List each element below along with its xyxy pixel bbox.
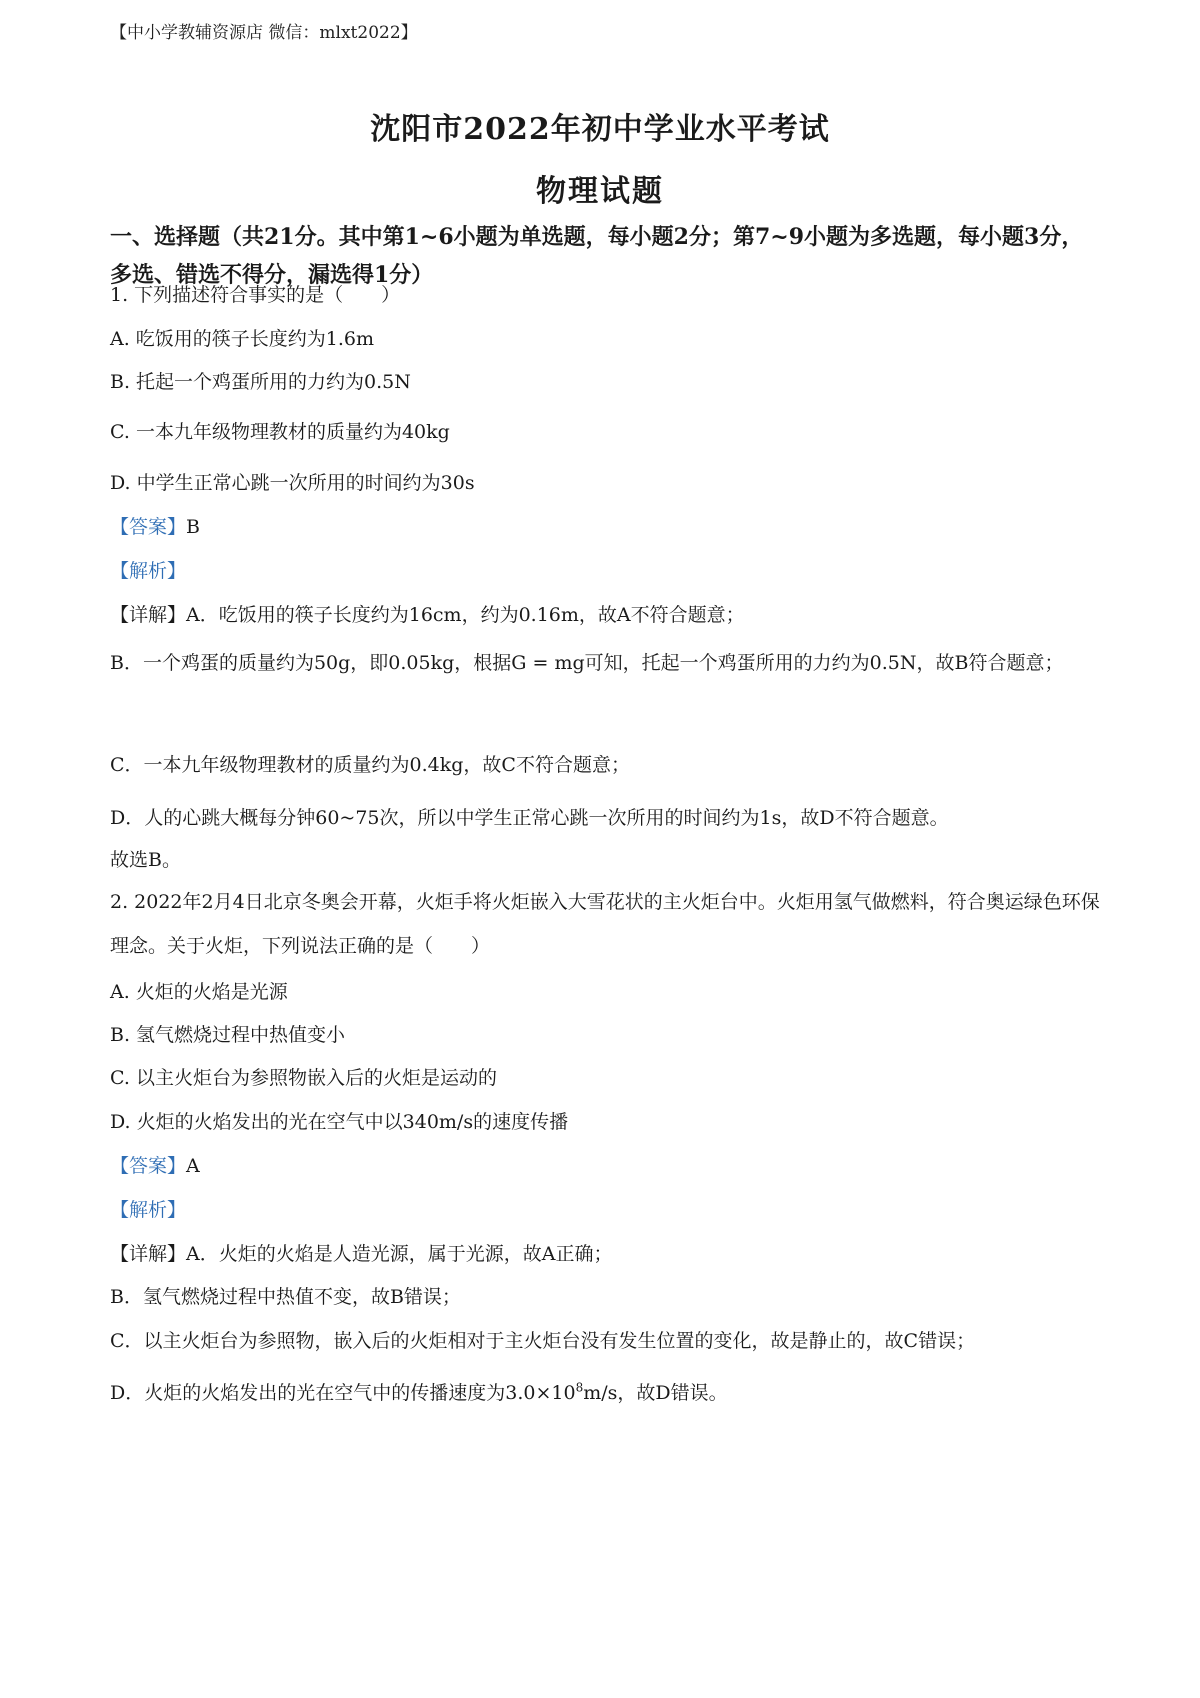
question-2-option-a: A. 火炬的火焰是光源 [110,981,288,1003]
question-2-detail-b: B．氢气燃烧过程中热值不变，故B错误； [110,1286,461,1308]
question-1-detail-d: D．人的心跳大概每分钟60~75次，所以中学生正常心跳一次所用的时间约为1s，故D不符合题意。 [110,807,949,829]
detail-text-after: m/s，故D错误。 [583,1382,728,1404]
answer-value: A [186,1155,200,1177]
question-2-option-c: C. 以主火炬台为参照物嵌入后的火炬是运动的 [110,1067,497,1089]
analysis-label: 【解析】 [110,1199,187,1221]
detail-text-before: D．火炬的火焰发出的光在空气中的传播速度为3.0×10 [110,1382,576,1404]
question-1-detail-b: B．一个鸡蛋的质量约为50g，即0.05kg，根据G = mg可知，托起一个鸡蛋所用的力约为0.5N，故B符合题意； [110,652,1064,674]
question-2-analysis [110,1195,186,1222]
question-2-detail-d [110,1378,728,1405]
question-1-detail-c: C．一本九年级物理教材的质量约为0.4kg，故C不符合题意； [110,754,630,776]
question-1-option-c: C. 一本九年级物理教材的质量约为40kg [110,421,450,443]
analysis-label: 【解析】 [110,560,187,582]
question-2-detail-a [110,1239,612,1266]
question-1-option-a: A. 吃饭用的筷子长度约为1.6m [110,328,375,350]
answer-label: 【答案】 [110,516,187,538]
question-1-analysis [110,556,186,583]
page-subtitle: 物理试题 [536,174,664,209]
answer-label: 【答案】 [110,1155,187,1177]
question-2-stem: 2. 2022年2月4日北京冬奥会开幕，火炬手将火炬嵌入大雪花状的主火炬台中。火炬用氢气做燃料，符合奥运绿色环保理念。关于火炬，下列说法正确的是（ ） [110,891,1100,957]
detail-text: A．火炬的火焰是人造光源，属于光源，故A正确； [186,1243,613,1265]
detail-label: 【详解】 [110,604,187,626]
question-1-answer [110,512,200,539]
question-2-option-d: D. 火炬的火焰发出的光在空气中以340m/s的速度传播 [110,1111,569,1133]
question-2-answer [110,1151,200,1178]
detail-label: 【详解】 [110,1243,187,1265]
question-1-stem: 1. 下列描述符合事实的是（ ） [110,284,401,306]
question-1-option-d: D. 中学生正常心跳一次所用的时间约为30s [110,472,475,494]
question-2-detail-c: C．以主火炬台为参照物，嵌入后的火炬相对于主火炬台没有发生位置的变化，故是静止的，故C错误； [110,1330,976,1352]
question-1-option-b: B. 托起一个鸡蛋所用的力约为0.5N [110,371,411,393]
detail-text: A．吃饭用的筷子长度约为16cm，约为0.16m，故A不符合题意； [186,604,745,626]
question-2-option-b: B. 氢气燃烧过程中热值变小 [110,1024,346,1046]
section-heading: 一、选择题（共21分。其中第1~6小题为单选题，每小题2分；第7~9小题为多选题，每小题3分，多选、错选不得分，漏选得1分） [110,224,1084,288]
answer-value: B [186,516,200,538]
exponent: 8 [575,1380,584,1395]
question-1-conclusion: 故选B。 [110,849,181,871]
question-1-detail-a [110,600,745,627]
page-title: 沈阳市2022年初中学业水平考试 [370,112,830,147]
header-note: 【中小学教辅资源店 微信：mlxt2022】 [110,23,418,43]
